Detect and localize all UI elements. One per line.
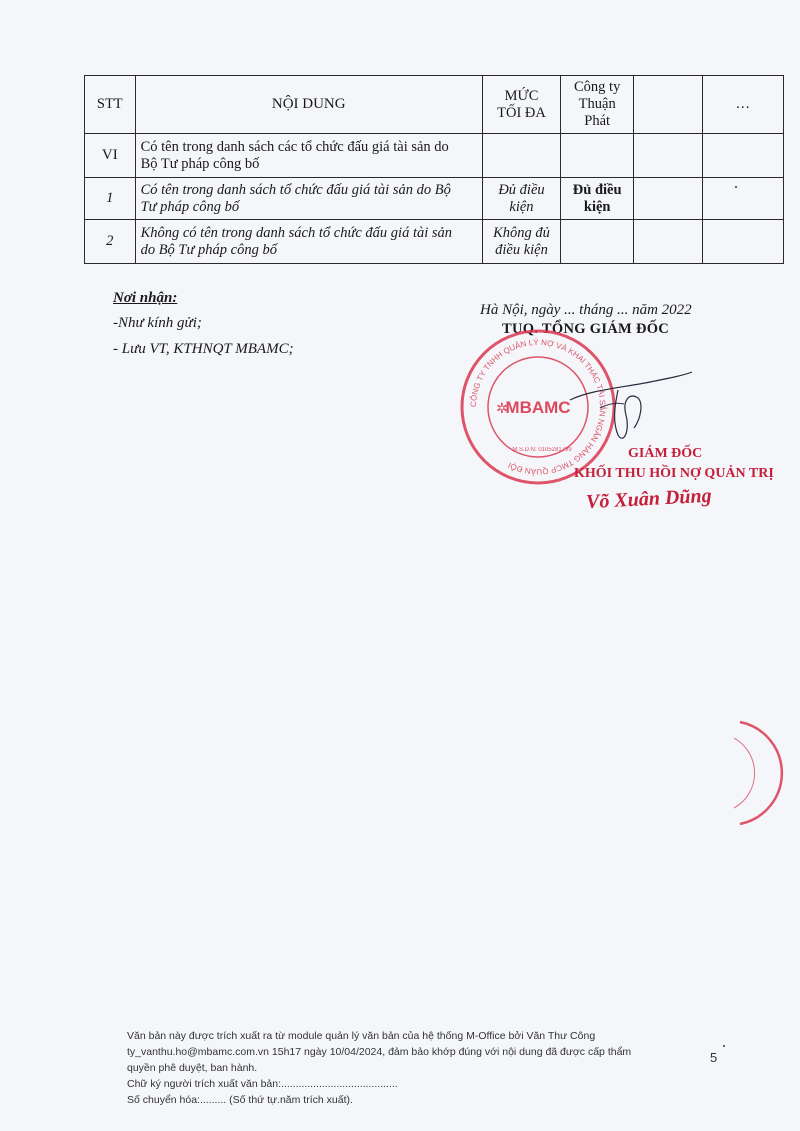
table-row [85, 178, 784, 220]
recipients-block [113, 290, 294, 367]
header-company: Công ty Thuận Phát [561, 76, 634, 134]
header-more: … [702, 76, 783, 134]
svg-text:✲: ✲ [496, 402, 508, 417]
row-content: Không có tên trong danh sách tổ chức đấu giá tài sản do Bộ Tư pháp công bố [135, 220, 482, 264]
row-company: Đủ điều kiện [561, 178, 634, 220]
recipient-line: -Như kính gửi; [113, 315, 202, 331]
stamp-tax-id: M.S.D.N: 0105281799 [512, 447, 572, 453]
row-stt: 2 [85, 220, 136, 264]
row-empty-cell [634, 178, 702, 220]
stamp-brand: MBAMC [505, 398, 571, 417]
row-more-cell [702, 178, 783, 220]
row-more-cell [702, 220, 783, 264]
recipient-line: - Lưu VT, KTHNQT MBAMC; [113, 341, 294, 357]
table-row [85, 134, 784, 178]
place-date: Hà Nội, ngày ... tháng ... năm 2022 [480, 302, 692, 318]
header-max-level: MỨC TỐI ĐA [482, 76, 560, 134]
criteria-table [84, 75, 784, 264]
row-content: Có tên trong danh sách tổ chức đấu giá tài sản do Bộ Tư pháp công bố [135, 178, 482, 220]
row-more-cell [702, 134, 783, 178]
recipients-title: Nơi nhận: [113, 290, 178, 306]
scan-speck [735, 186, 737, 188]
row-empty-cell [634, 134, 702, 178]
row-content: Có tên trong danh sách các tổ chức đấu giá tài sản do Bộ Tư pháp công bố [135, 134, 482, 178]
scan-speck [723, 1045, 725, 1047]
row-max-level: Đủ điều kiện [482, 178, 560, 220]
seal-edge-icon [730, 718, 790, 828]
row-company [561, 134, 634, 178]
signer-role: GIÁM ĐỐC [628, 446, 703, 461]
table-header-row [85, 76, 784, 134]
stamp-ring-text: CÔNG TY TNHH QUẢN LÝ NỢ VÀ KHAI THÁC TÀI SẢN NGÂN HÀNG TMCP QUÂN ĐỘI [468, 337, 608, 477]
signer-department: KHỐI THU HỒI NỢ QUẢN TRỊ [574, 466, 774, 481]
page-number: 5 [710, 1050, 718, 1065]
table-row [85, 220, 784, 264]
header-stt: STT [85, 76, 136, 134]
extraction-footer: Văn bản này được trích xuất ra từ module quản lý văn bản của hệ thống M-Office bởi Văn Thư Công ty_vanthu.ho@mbamc.com.vn 15h17 ngày 10/04/2024, đảm bảo khớp đúng với nội dung đã được cấp thẩm quyền phê duyệt, ban hành. Chữ ký người trích xuất văn bản:........................................ Số chuyển hóa:......... (Số thứ tự.năm trích xuất). [127, 1030, 632, 1106]
row-stt: 1 [85, 178, 136, 220]
handwritten-signature-icon [560, 360, 703, 461]
row-stt: VI [85, 134, 136, 178]
header-empty [634, 76, 702, 134]
on-behalf-title: TUQ. TỔNG GIÁM ĐỐC [502, 321, 670, 337]
row-company [561, 220, 634, 264]
header-content: NỘI DUNG [135, 76, 482, 134]
row-empty-cell [634, 220, 702, 264]
row-max-level: Không đủ điều kiện [482, 220, 560, 264]
row-max-level [482, 134, 560, 178]
signer-name: Võ Xuân Dũng [585, 484, 713, 514]
